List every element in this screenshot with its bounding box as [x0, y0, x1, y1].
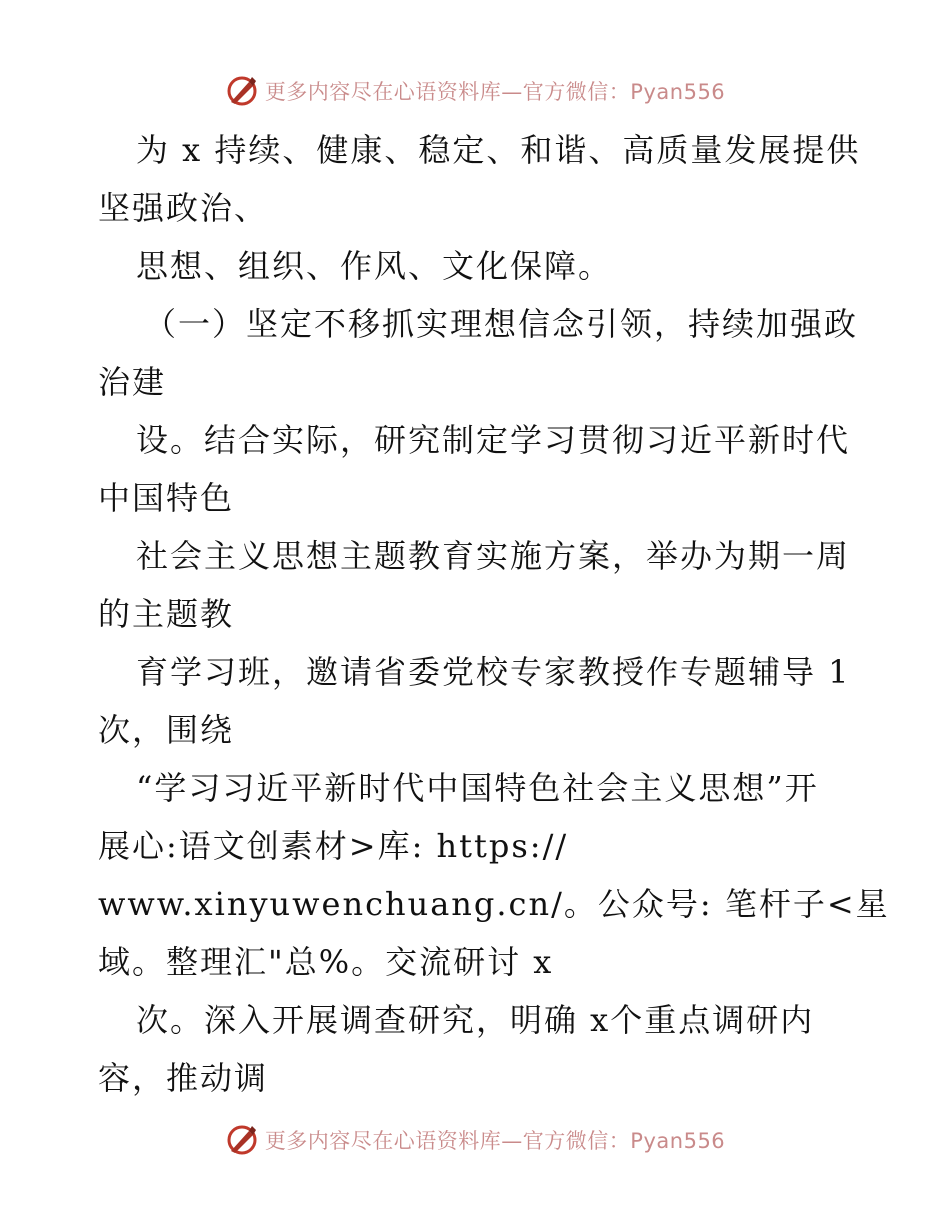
footer-watermark — [0, 1118, 950, 1162]
paragraph-line: 的主题教 — [98, 595, 235, 633]
paragraph-line: 域。整理汇"总%。交流研讨 x — [98, 943, 554, 981]
document-body — [98, 121, 890, 1107]
paragraph-line: 次，围绕 — [98, 711, 235, 749]
section-heading-line: （一）坚定不移抓实理想信念引领，持续加强政 — [144, 305, 859, 343]
paragraph-line: 设。结合实际，研究制定学习贯彻习近平新时代 — [136, 421, 851, 459]
header-watermark — [0, 69, 950, 113]
paragraph-line: “学习习近平新时代中国特色社会主义思想”开 — [136, 769, 819, 807]
pen-logo-icon — [225, 1123, 259, 1157]
paragraph-line: www.xinyuwenchuang.cn/。公众号: 笔杆子<星 — [98, 885, 890, 923]
paragraph-line: 次。深入开展调查研究，明确 x个重点调研内 — [136, 1001, 815, 1039]
paragraph-line: 坚强政治、 — [98, 189, 269, 227]
pen-logo-icon — [225, 74, 259, 108]
paragraph-line: 容，推动调 — [98, 1059, 269, 1097]
paragraph-line: 展心:语文创素材>库: https:// — [98, 827, 569, 865]
paragraph-line: 育学习班，邀请省委党校专家教授作专题辅导 1 — [136, 653, 851, 691]
watermark-text: 更多内容尽在心语资料库—官方微信：Pyan556 — [264, 80, 726, 104]
paragraph-line: 中国特色 — [98, 479, 235, 517]
paragraph-line: 社会主义思想主题教育实施方案，举办为期一周 — [136, 537, 851, 575]
paragraph-line: 为 x 持续、健康、稳定、和谐、高质量发展提供 — [136, 131, 861, 169]
paragraph-line: 治建 — [98, 363, 167, 401]
paragraph-line: 思想、组织、作风、文化保障。 — [136, 247, 613, 285]
watermark-text: 更多内容尽在心语资料库—官方微信：Pyan556 — [264, 1129, 726, 1153]
